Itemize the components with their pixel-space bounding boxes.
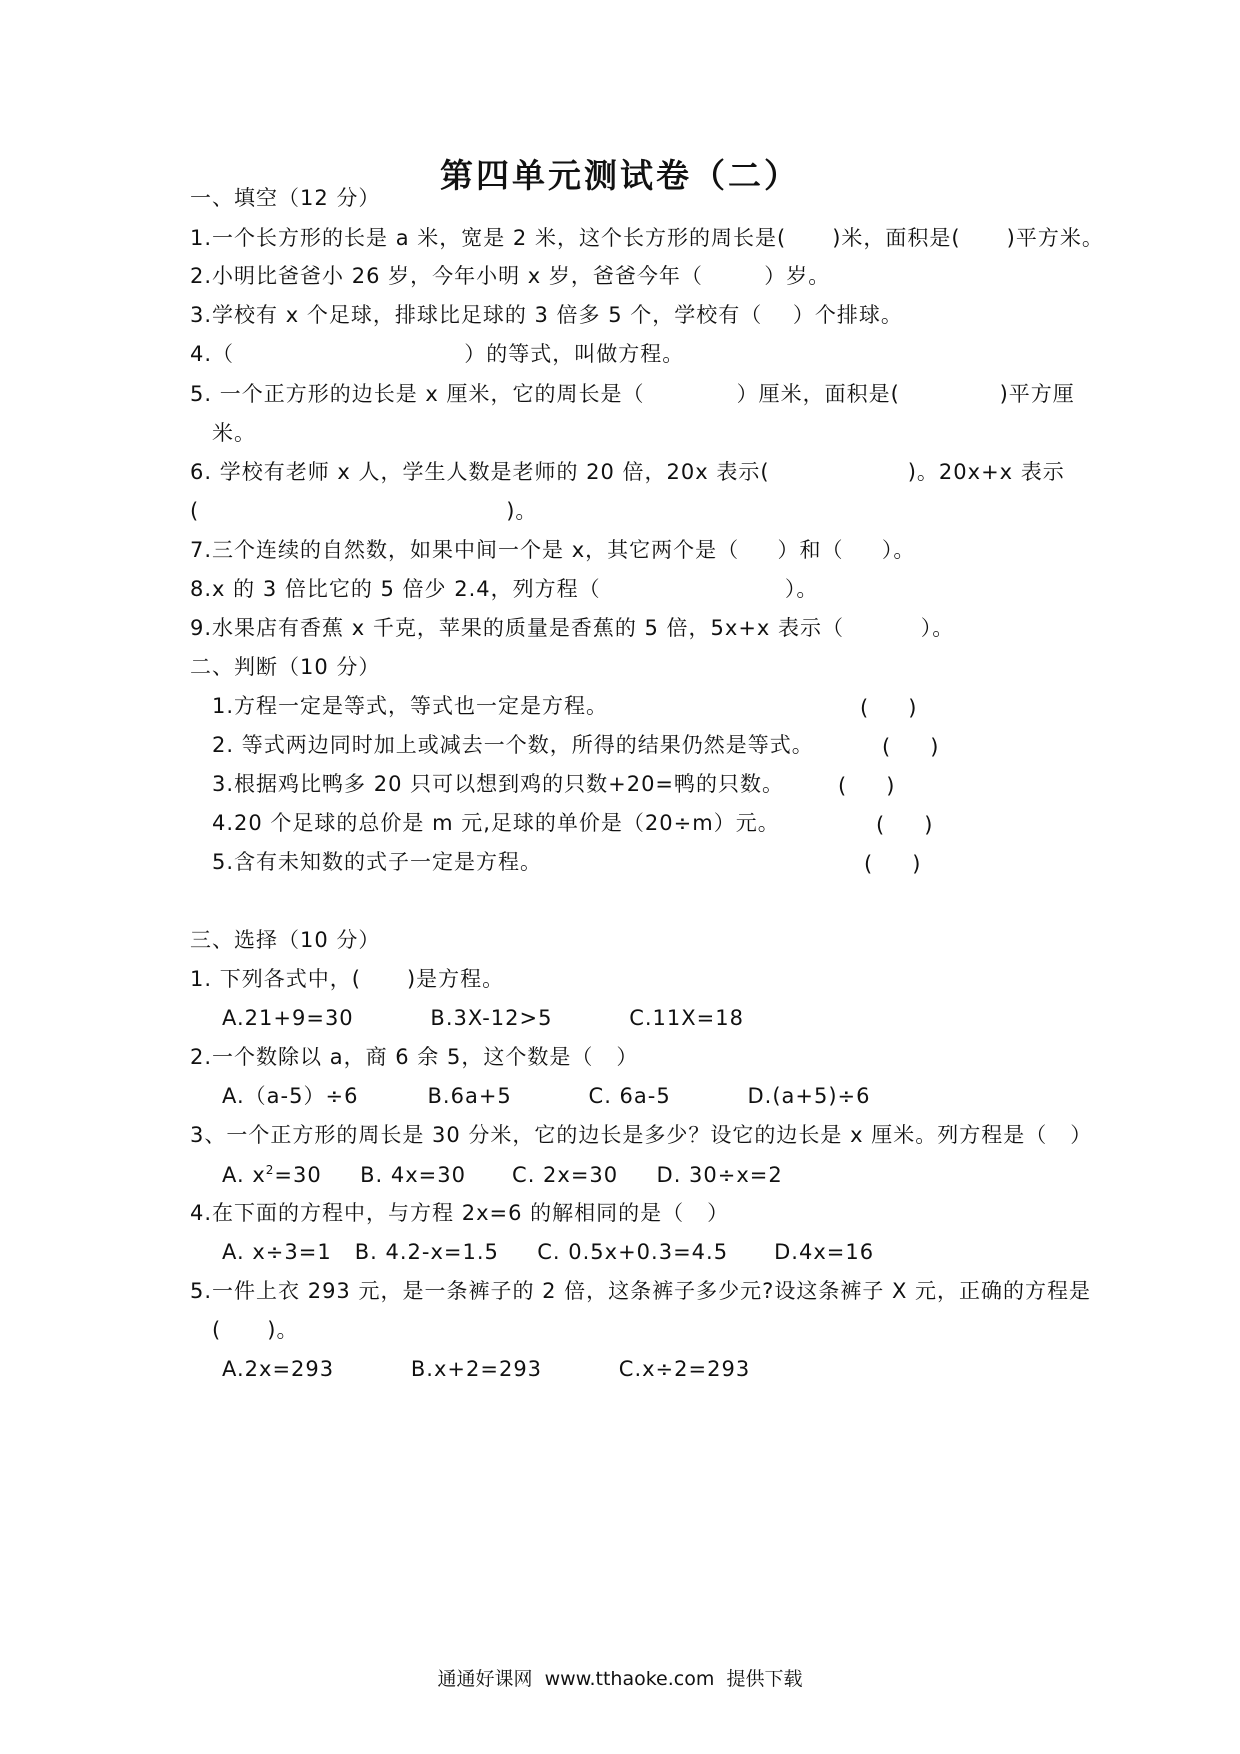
fill-question-8: 8.x 的 3 倍比它的 5 倍少 2.4，列方程（ ）。 xyxy=(190,577,819,601)
choice-question-1-options: A.21+9=30 B.3X-12>5 C.11X=18 xyxy=(222,1006,744,1030)
choice-question-5: 5.一件上衣 293 元，是一条裤子的 2 倍，这条裤子多少元?设这条裤子 X 元，正确的方程是 xyxy=(190,1279,1092,1303)
section-heading-fill-in: 一、填空（12 分） xyxy=(190,186,381,210)
section-heading-judgement: 二、判断（10 分） xyxy=(190,655,381,679)
choice-question-2-options: A.（a-5）÷6 B.6a+5 C. 6a-5 D.(a+5)÷6 xyxy=(222,1084,871,1108)
choice-question-3-options xyxy=(222,1164,783,1186)
judge-item-1: 1.方程一定是等式，等式也一定是方程。 xyxy=(212,694,609,718)
section-heading-choice: 三、选择（10 分） xyxy=(190,928,381,952)
fill-question-4: 4.（ ）的等式，叫做方程。 xyxy=(190,342,685,366)
choice-question-5-options: A.2x=293 B.x+2=293 C.x÷2=293 xyxy=(222,1357,751,1381)
judge-item-4: 4.20 个足球的总价是 m 元,足球的单价是（20÷m）元。 xyxy=(212,811,780,835)
judge-answer-paren-1: ( ) xyxy=(860,696,917,720)
judge-answer-paren-5: ( ) xyxy=(864,852,921,876)
fill-question-5: 5. 一个正方形的边长是 x 厘米，它的周长是（ ）厘米，面积是( )平方厘 xyxy=(190,382,1075,406)
judge-answer-paren-4: ( ) xyxy=(876,813,933,837)
fill-question-9: 9.水果店有香蕉 x 千克，苹果的质量是香蕉的 5 倍，5x+x 表示（ ）。 xyxy=(190,616,955,640)
judge-item-3: 3.根据鸡比鸭多 20 只可以想到鸡的只数+20=鸭的只数。 xyxy=(212,772,785,796)
judge-answer-paren-3: ( ) xyxy=(838,774,895,798)
judge-item-5: 5.含有未知数的式子一定是方程。 xyxy=(212,850,543,874)
option-a-base: A. x xyxy=(222,1163,266,1187)
option-rest: =30 B. 4x=30 C. 2x=30 D. 30÷x=2 xyxy=(274,1163,783,1187)
fill-question-6: 6. 学校有老师 x 人，学生人数是老师的 20 倍，20x 表示( )。20x+x 表示 xyxy=(190,460,1065,484)
choice-question-3: 3、一个正方形的周长是 30 分米，它的边长是多少？设它的边长是 x 厘米。列方程是（ ） xyxy=(190,1123,1093,1147)
choice-question-2: 2.一个数除以 a，商 6 余 5，这个数是（ ） xyxy=(190,1045,639,1069)
fill-question-3: 3.学校有 x 个足球，排球比足球的 3 倍多 5 个，学校有（ ）个排球。 xyxy=(190,303,903,327)
fill-question-1: 1.一个长方形的长是 a 米，宽是 2 米，这个长方形的周长是( )米，面积是( )平方米。 xyxy=(190,226,1104,250)
page-title: 第四单元测试卷（二） xyxy=(440,156,800,195)
fill-question-6-continued: ( )。 xyxy=(190,499,538,523)
fill-question-7: 7.三个连续的自然数，如果中间一个是 x，其它两个是（ ）和（ ）。 xyxy=(190,538,916,562)
choice-question-4-options: A. x÷3=1 B. 4.2-x=1.5 C. 0.5x+0.3=4.5 D.4x=16 xyxy=(222,1240,875,1264)
option-a-exponent: 2 xyxy=(265,1163,275,1177)
choice-question-5-continued: ( )。 xyxy=(212,1318,299,1342)
judge-answer-paren-2: ( ) xyxy=(882,735,939,759)
fill-question-5-continued: 米。 xyxy=(212,421,256,445)
choice-question-4: 4.在下面的方程中，与方程 2x=6 的解相同的是（ ） xyxy=(190,1201,730,1225)
judge-item-2: 2. 等式两边同时加上或减去一个数，所得的结果仍然是等式。 xyxy=(212,733,814,757)
fill-question-2: 2.小明比爸爸小 26 岁，今年小明 x 岁，爸爸今年（ ）岁。 xyxy=(190,264,831,288)
footer-source: 通通好课网 www.tthaoke.com 提供下载 xyxy=(437,1668,803,1690)
choice-question-1: 1. 下列各式中，( )是方程。 xyxy=(190,967,505,991)
